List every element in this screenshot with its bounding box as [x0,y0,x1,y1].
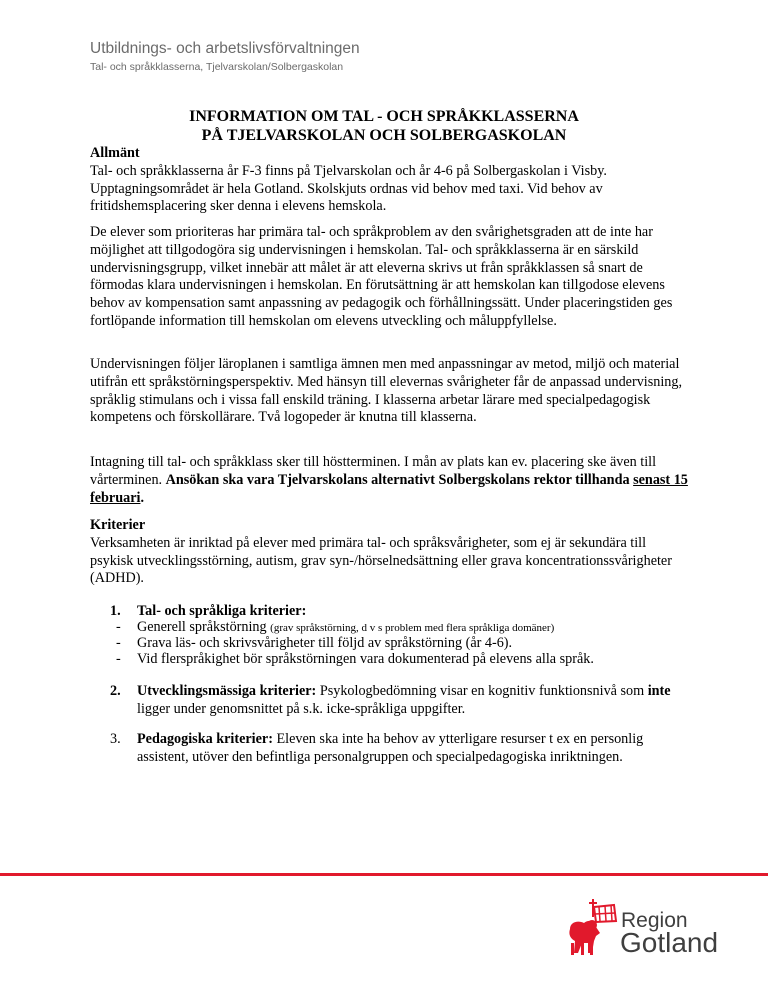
paragraph-3 [90,356,690,427]
item3-number: 3. [110,731,121,747]
item2-text [137,683,682,719]
logo-text-gotland: Gotland [620,927,719,958]
item1-dash-1: - [116,619,121,635]
section-kriterier [90,517,690,588]
org-name: Utbildnings- och arbetslivsförvaltningen [90,40,360,57]
deadline-period: . [140,489,144,506]
item2-text-2: ligger under genomsnittet på s.k. icke-språkliga uppgifter. [137,700,466,717]
heading-kriterier: Kriterier [90,517,146,533]
item2-label: Utvecklingsmässiga kriterier: [137,683,317,699]
paragraph-1: Tal- och språkklasserna år F-3 finns på Tjelvarskolan och år 4-6 på Solbergaskolan i Visby. Upptagningsområdet är hela Gotland. Skolskjuts ordnas vid behov med taxi. Vid behov av fritidshemsplacering sker denna i elevens hemskola. [90,162,607,215]
section-allmant [90,145,690,216]
document-title-line1: INFORMATION OM TAL - OCH SPRÅKKLASSERNA [189,108,579,125]
item1-label: Tal- och språkliga kriterier: [137,603,307,619]
item1-number: 1. [110,603,121,619]
item3-label: Pedagogiska kriterier: [137,731,273,747]
item1-bullet-1-text: Generell språkstörning [137,619,267,635]
item1-bullet-1-note: (grav språkstörning, d v s problem med flera språkliga domäner) [270,622,555,634]
item2-bold: inte [647,683,671,699]
kriterier-intro: Verksamheten är inriktad på elever med primära tal- och språksvårigheter, som ej är sekundära till psykisk utvecklingsstörning, autism, grav syn-/hörselnedsättning eller grava koncentrationssvårigheter (ADHD). [90,534,672,587]
item3-body: Eleven ska inte ha behov av ytterligare resurser t ex en personlig assistent, utöver den befintliga personalgruppen och specialpedagogiska inriktningen. [137,731,644,765]
application-deadline-text: Ansökan ska vara Tjelvarskolans alternativt Solbergskolans rektor tillhanda [165,471,630,488]
item1-bullet-3: Vid flerspråkighet bör språkstörningen vara dokumenterad på elevens alla språk. [137,651,594,667]
item1-bullet-2: Grava läs- och skrivsvårigheter till följd av språkstörning (år 4-6). [137,635,513,651]
deadline-date: senast 15 februari [90,471,688,506]
item1-dash-2: - [116,635,121,651]
logo-text-region: Region [621,909,688,932]
footer-divider [0,873,768,876]
org-subtitle: Tal- och språkklasserna, Tjelvarskolan/Solbergaskolan [90,61,344,73]
heading-allmant: Allmänt [90,145,140,161]
document-title-line2: PÅ TJELVARSKOLAN OCH SOLBERGASKOLAN [201,127,567,144]
item2-number: 2. [110,683,121,699]
item3-text [137,731,682,767]
paragraph-3-text: Undervisningen följer läroplanen i samtliga ämnen men med anpassningar av metod, miljö och material utifrån ett språkstörningsperspektiv. Med hänsyn till elevernas svårigheter får de anpassad undervisning, språklig stimulans och i vissa fall enskild träning. I klasserna arbetar lärare med specialpedagogisk kompetens och förskollärare. Två logopeder är knutna till klasserna. [90,356,683,426]
item2-text-1: Psykologbedömning visar en kognitiv funktionsnivå som [319,683,645,699]
paragraph-2-text: De elever som prioriteras har primära tal- och språkproblem av den svårighetsgraden att de inte har möjlighet att tillgodogöra sig undervisningen i hemskolan. Tal- och språkklasserna är en särskild undervisningsgrupp, vilket innebär att målet är att eleverna skrivs ut från språkklassen så snart de förmodas klara undervisningen i hemskolan. En förutsättning är att hemskolan kan tillgodose elevens behov av kompensation samt anpassning av pedagogik och förhållningssätt. Under placeringstiden ges fortlöpande information till hemskolan om elevens utveckling och måluppfyllelse. [90,224,673,329]
item1-dash-3: - [116,651,121,667]
paragraph-4 [90,454,690,507]
paragraph-2 [90,224,690,331]
paragraph-4-text: Intagning till tal- och språkklass sker till höstterminen. I mån av plats kan ev. placering ske även till vårterminen. [90,454,657,488]
